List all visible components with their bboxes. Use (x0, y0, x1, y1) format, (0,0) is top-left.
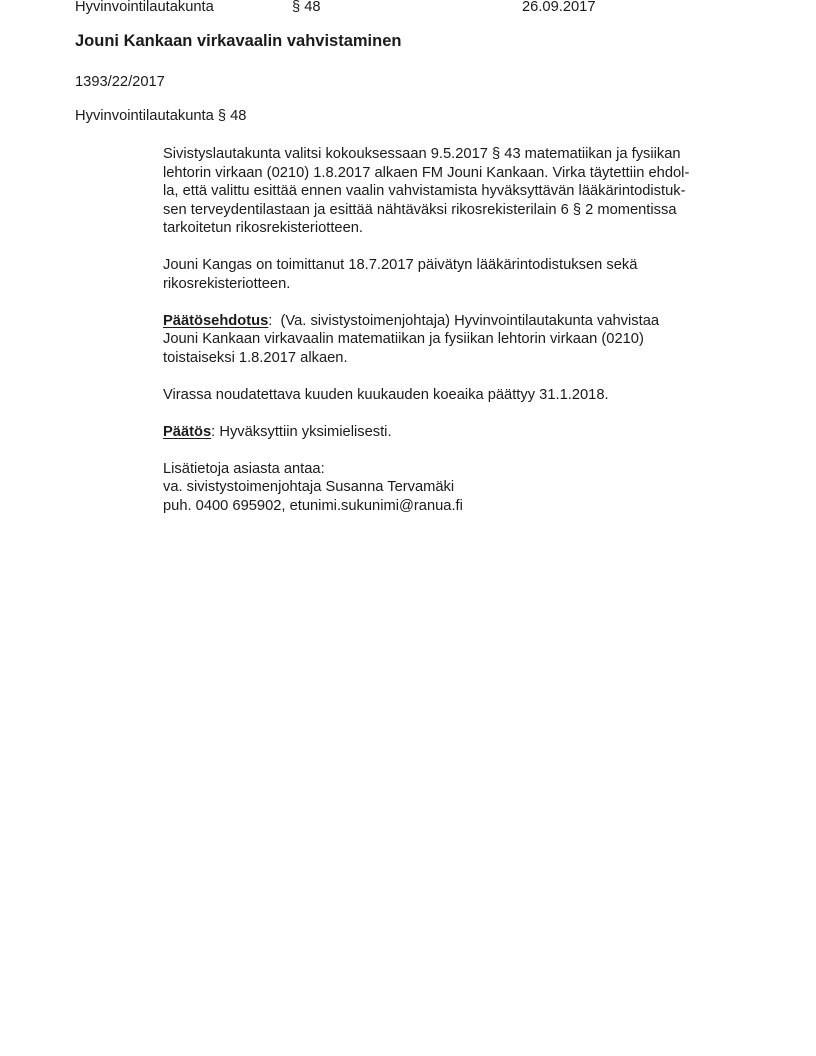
decision-label: Päätös (163, 423, 212, 440)
paragraph-line: Jouni Kankaan virkavaalin matematiikan ja fysiikan lehtorin virkaan (0210) (163, 331, 644, 347)
committee-name: Hyvinvointilautakunta (75, 0, 214, 15)
page-header-row (75, 0, 755, 17)
paragraph-line: tarkoitetun rikosrekisteriotteen. (163, 220, 364, 236)
section-heading: Hyvinvointilautakunta § 48 (75, 108, 247, 124)
body-paragraph (163, 312, 743, 368)
paragraph-line: sen terveydentilastaan ja esittää nähtäväksi rikosrekisterilain 6 § 2 momentissa (163, 201, 677, 218)
paragraph-line: va. sivistystoimenjohtaja Susanna Tervamäki (163, 479, 455, 495)
paragraph-line: Virassa noudatettava kuuden kuukauden koeaika päättyy 31.1.2018. (163, 386, 609, 403)
case-number: 1393/22/2017 (75, 74, 165, 90)
body-paragraph (163, 460, 743, 516)
document-body (163, 145, 743, 534)
paragraph-line: puh. 0400 695902, etunimi.sukunimi@ranua.fi (163, 497, 463, 514)
body-paragraph (163, 423, 743, 442)
paragraph-line: la, että valittu esittää ennen vaalin vahvistamista hyväksyttävän lääkärintodistuk- (163, 183, 686, 199)
body-paragraph (163, 386, 743, 405)
paragraph-line: toistaiseksi 1.8.2017 alkaen. (163, 349, 348, 366)
paragraph-line: rikosrekisteriotteen. (163, 275, 291, 292)
section-number: § 48 (292, 0, 321, 15)
paragraph-line: Sivistyslautakunta valitsi kokouksessaan 9.5.2017 § 43 matematiikan ja fysiikan (163, 146, 681, 162)
page-title: Jouni Kankaan virkavaalin vahvistaminen (75, 32, 402, 50)
paragraph-line: Lisätietoja asiasta antaa: (163, 460, 325, 477)
meeting-date: 26.09.2017 (522, 0, 596, 15)
decision-text: : Hyväksyttiin yksimielisesti. (211, 423, 392, 440)
paragraph-line: Jouni Kangas on toimittanut 18.7.2017 päivätyn lääkärintodistuksen sekä (163, 257, 638, 273)
decision-proposal-label: Päätösehdotus (163, 312, 269, 329)
body-paragraph (163, 256, 743, 293)
decision-proposal-text: : (Va. sivistystoimenjohtaja) Hyvinvointilautakunta vahvistaa (268, 312, 660, 329)
body-paragraph (163, 145, 743, 238)
paragraph-line: lehtorin virkaan (0210) 1.8.2017 alkaen FM Jouni Kankaan. Virka täytettiin ehdol- (163, 164, 690, 181)
